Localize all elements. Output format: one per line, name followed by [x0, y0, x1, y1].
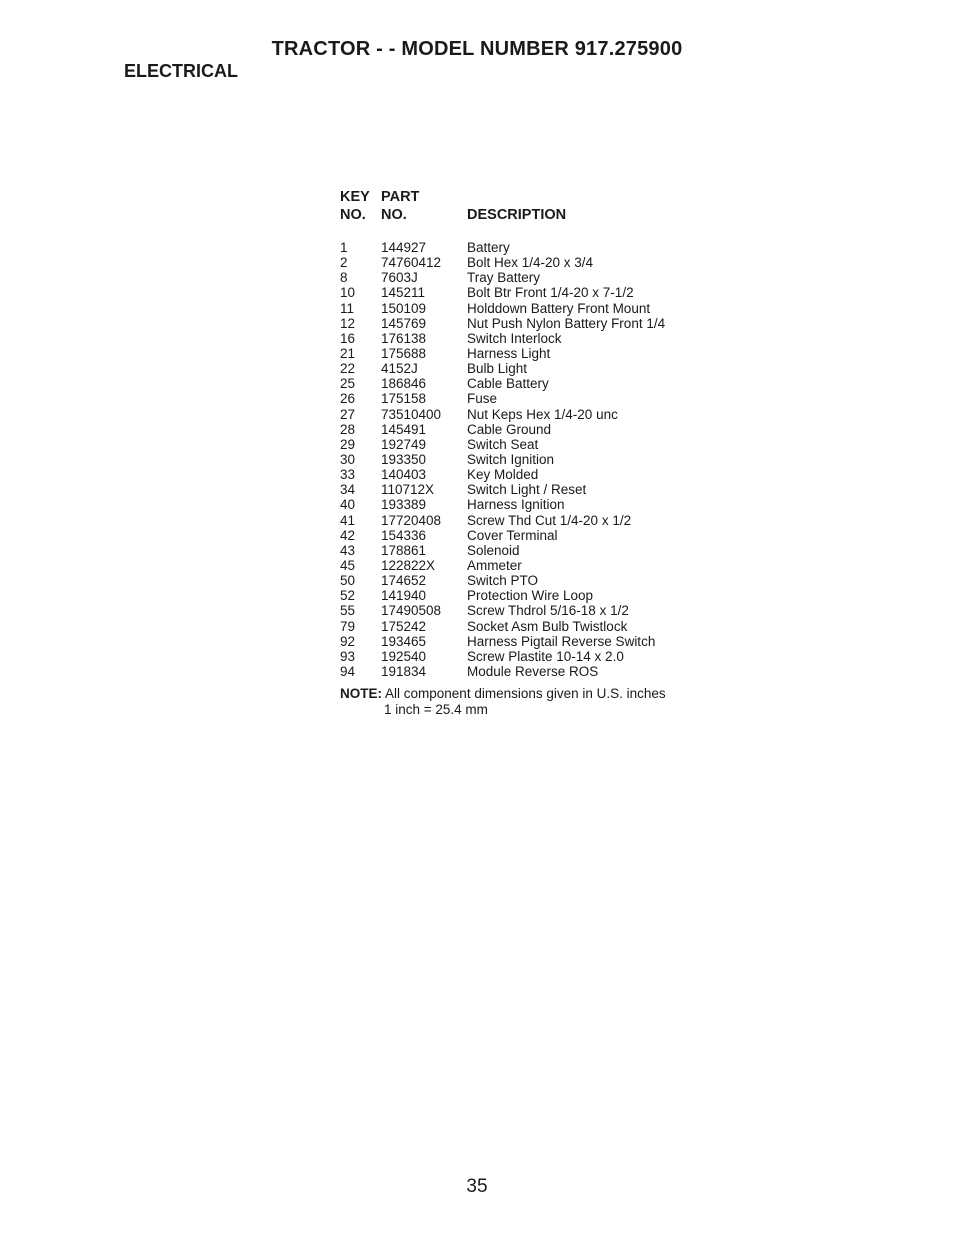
description: Switch Ignition — [467, 451, 555, 467]
description: Holddown Battery Front Mount — [467, 300, 651, 316]
part-no: 122822X — [381, 557, 436, 573]
key-no: 79 — [340, 618, 356, 634]
table-row — [340, 619, 720, 634]
page-number: 35 — [466, 1176, 488, 1197]
table-row — [340, 588, 720, 603]
key-no: 34 — [340, 482, 356, 498]
table-row — [340, 346, 720, 361]
description: Switch Light / Reset — [467, 482, 587, 498]
part-no: 4152J — [381, 361, 418, 377]
header-part-top: PART — [381, 189, 420, 205]
description: Harness Light — [467, 345, 551, 361]
table-row — [340, 573, 720, 588]
section-title: ELECTRICAL — [124, 61, 238, 81]
key-no: 29 — [340, 436, 356, 452]
description: Solenoid — [467, 542, 520, 558]
key-no: 22 — [340, 361, 356, 377]
table-row — [340, 452, 720, 467]
description: Screw Plastite 10-14 x 2.0 — [467, 648, 624, 664]
description: Fuse — [467, 391, 498, 407]
description: Harness Ignition — [467, 497, 565, 513]
part-no: 193465 — [381, 633, 427, 649]
description: Ammeter — [467, 557, 522, 573]
description: Bolt Hex 1/4-20 x 3/4 — [467, 255, 594, 271]
key-no: 94 — [340, 663, 356, 679]
description: Switch Interlock — [467, 330, 562, 346]
key-no: 33 — [340, 467, 356, 483]
part-no: 175242 — [381, 618, 427, 634]
note-line-1 — [340, 686, 720, 702]
description: Harness Pigtail Reverse Switch — [467, 633, 656, 649]
part-no: 191834 — [381, 663, 427, 679]
part-no: 110712X — [381, 482, 435, 498]
key-no: 50 — [340, 573, 356, 589]
key-no: 52 — [340, 588, 356, 604]
description: Screw Thd Cut 1/4-20 x 1/2 — [467, 512, 632, 528]
key-no: 1 — [340, 240, 348, 255]
part-no: 175158 — [381, 391, 427, 407]
part-no: 186846 — [381, 376, 427, 392]
key-no: 25 — [340, 376, 356, 392]
table-row — [340, 270, 720, 285]
key-no: 21 — [340, 345, 356, 361]
part-no: 145211 — [381, 285, 426, 301]
table-row — [340, 558, 720, 573]
key-no: 30 — [340, 451, 356, 467]
table-row — [340, 301, 720, 316]
key-no: 42 — [340, 527, 356, 543]
part-no: 17720408 — [381, 512, 442, 528]
description: Module Reverse ROS — [467, 663, 599, 679]
table-header — [340, 189, 720, 225]
header-description: DESCRIPTION — [467, 207, 567, 223]
note — [340, 686, 720, 717]
key-no: 45 — [340, 557, 356, 573]
table-row — [340, 422, 720, 437]
key-no: 12 — [340, 315, 356, 331]
part-no: 193389 — [381, 497, 427, 513]
table-row — [340, 407, 720, 422]
description: Bulb Light — [467, 361, 528, 377]
key-no: 55 — [340, 603, 356, 619]
description: Bolt Btr Front 1/4-20 x 7-1/2 — [467, 285, 634, 301]
key-no: 27 — [340, 406, 356, 422]
parts-list — [340, 189, 720, 717]
header-part-bottom: NO. — [381, 207, 407, 223]
note-text: All component dimensions given in U.S. inches — [385, 686, 666, 702]
page-title: TRACTOR - - MODEL NUMBER 917.275900 — [271, 38, 683, 60]
table-row — [340, 285, 720, 300]
description: Protection Wire Loop — [467, 588, 594, 604]
key-no: 40 — [340, 497, 356, 513]
table-row — [340, 316, 720, 331]
table-row — [340, 543, 720, 558]
table-row — [340, 240, 720, 255]
part-no: 176138 — [381, 330, 427, 346]
table-row — [340, 664, 720, 679]
key-no: 43 — [340, 542, 356, 558]
part-no: 192540 — [381, 648, 427, 664]
description: Nut Keps Hex 1/4-20 unc — [467, 406, 618, 422]
description: Cable Ground — [467, 421, 552, 437]
key-no: 28 — [340, 421, 356, 437]
key-no: 93 — [340, 648, 356, 664]
part-no: 150109 — [381, 300, 427, 316]
description: Key Molded — [467, 467, 539, 483]
table-row — [340, 649, 720, 664]
part-no: 193350 — [381, 451, 427, 467]
key-no: 26 — [340, 391, 356, 407]
key-no: 10 — [340, 285, 356, 301]
part-no: 73510400 — [381, 406, 442, 422]
table-row — [340, 437, 720, 452]
description: Battery — [467, 240, 510, 255]
table-row — [340, 634, 720, 649]
table-row — [340, 467, 720, 482]
part-no: 144927 — [381, 240, 427, 255]
table-row — [340, 255, 720, 270]
part-no: 178861 — [381, 542, 427, 558]
part-no: 192749 — [381, 436, 427, 452]
header-key-bottom: NO. — [340, 207, 366, 223]
table-row — [340, 497, 720, 512]
key-no: 2 — [340, 255, 348, 271]
part-no: 74760412 — [381, 255, 442, 271]
note-label: NOTE: — [340, 686, 382, 702]
table-row — [340, 391, 720, 406]
table-row — [340, 513, 720, 528]
description: Cable Battery — [467, 376, 549, 392]
part-no: 145491 — [381, 421, 427, 437]
note-line-2: 1 inch = 25.4 mm — [384, 701, 488, 717]
description: Switch Seat — [467, 436, 539, 452]
description: Socket Asm Bulb Twistlock — [467, 618, 628, 634]
table-row — [340, 361, 720, 376]
key-no: 41 — [340, 512, 356, 528]
part-no: 154336 — [381, 527, 427, 543]
description: Nut Push Nylon Battery Front 1/4 — [467, 315, 666, 331]
description: Switch PTO — [467, 573, 539, 589]
part-no: 17490508 — [381, 603, 442, 619]
header-key-top: KEY — [340, 189, 370, 205]
part-no: 145769 — [381, 315, 427, 331]
table-body — [340, 240, 720, 679]
description: Screw Thdrol 5/16-18 x 1/2 — [467, 603, 629, 619]
part-no: 140403 — [381, 467, 427, 483]
table-row — [340, 331, 720, 346]
table-row — [340, 603, 720, 618]
table-row — [340, 376, 720, 391]
key-no: 92 — [340, 633, 356, 649]
part-no: 174652 — [381, 573, 427, 589]
key-no: 16 — [340, 330, 356, 346]
part-no: 7603J — [381, 270, 418, 286]
key-no: 11 — [340, 300, 355, 316]
table-row — [340, 482, 720, 497]
description: Cover Terminal — [467, 527, 558, 543]
table-row — [340, 528, 720, 543]
key-no: 8 — [340, 270, 348, 286]
part-no: 141940 — [381, 588, 427, 604]
part-no: 175688 — [381, 345, 427, 361]
description: Tray Battery — [467, 270, 541, 286]
